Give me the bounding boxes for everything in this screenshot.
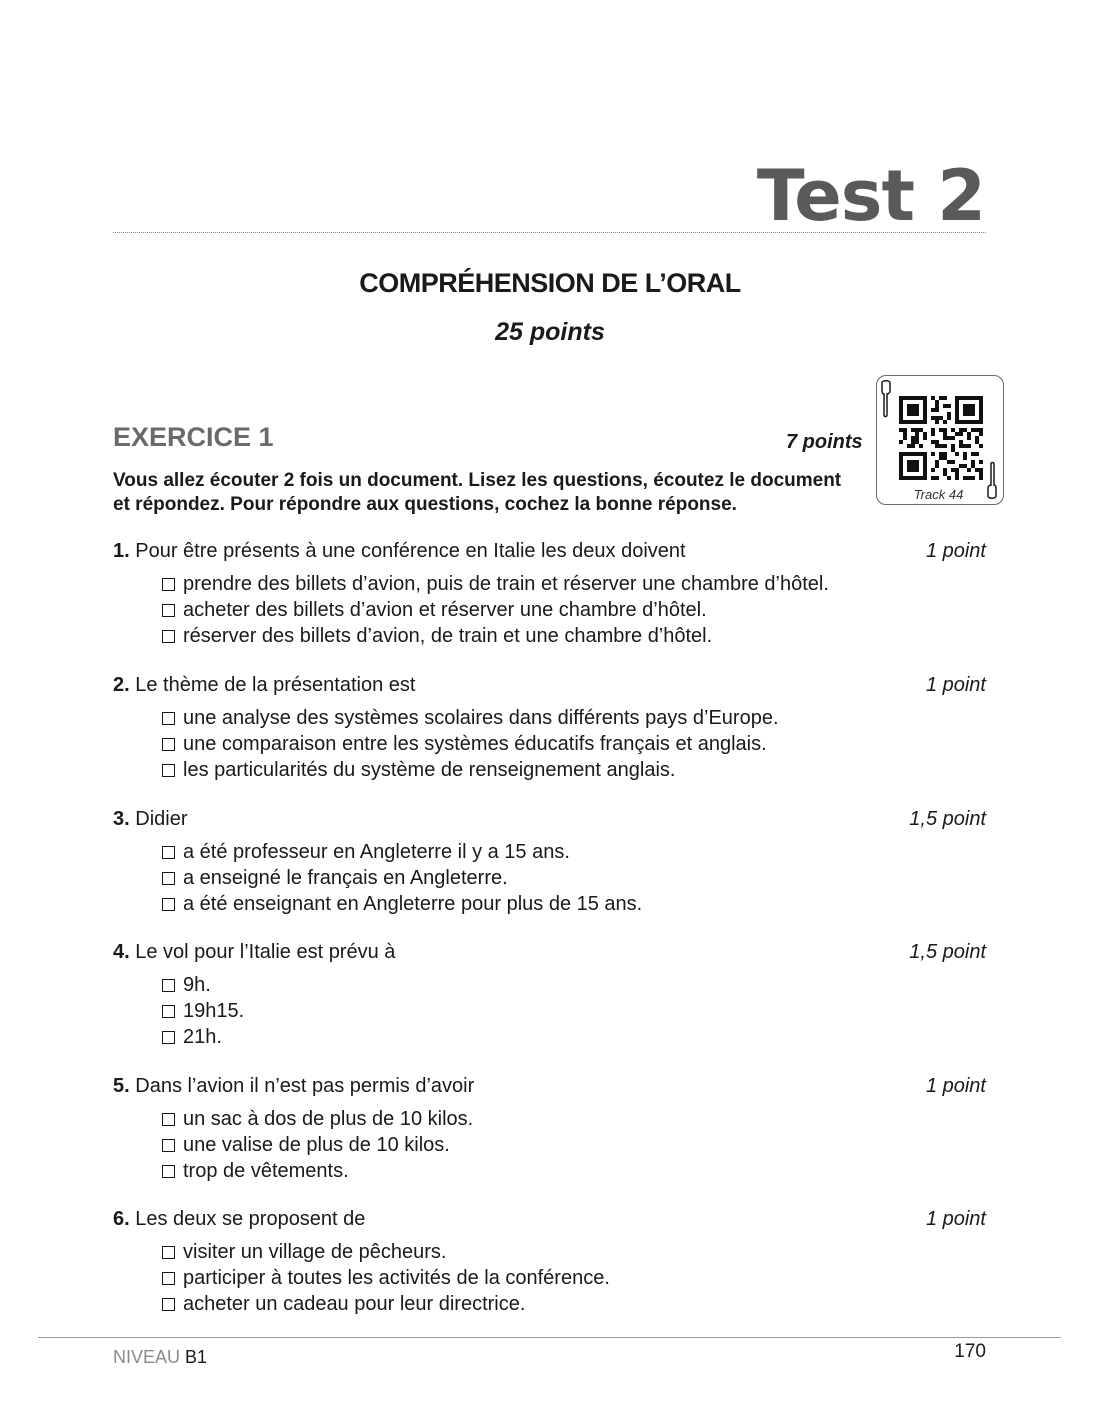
question-points: 1 point: [925, 1208, 986, 1230]
answer-option[interactable]: [162, 972, 986, 998]
checkbox[interactable]: [162, 979, 175, 992]
question-number: 5.: [113, 1075, 130, 1097]
instructions-line: et répondez. Pour répondre aux questions, cochez la bonne réponse.: [113, 494, 737, 515]
option-text: une analyse des systèmes scolaires dans différents pays d’Europe.: [183, 707, 779, 729]
question-number: 6.: [113, 1208, 130, 1230]
answer-option[interactable]: [162, 1265, 986, 1291]
question-number: 3.: [113, 808, 130, 830]
question-number: 4.: [113, 941, 130, 963]
section-title: COMPRÉHENSION DE L’ORAL: [359, 268, 741, 298]
answer-option[interactable]: [162, 1024, 986, 1050]
question-points: 1 point: [925, 1075, 986, 1097]
exercise-points: 7 points: [786, 431, 863, 453]
option-text: 9h.: [183, 974, 211, 996]
footer-divider: [38, 1337, 1061, 1338]
question-6: [113, 1206, 986, 1317]
checkbox[interactable]: [162, 898, 175, 911]
option-text: une valise de plus de 10 kilos.: [183, 1134, 450, 1156]
audio-track-box[interactable]: [876, 375, 1004, 505]
section-points: 25 points: [495, 318, 605, 346]
option-text: trop de vêtements.: [183, 1160, 349, 1182]
option-text: prendre des billets d’avion, puis de train et réserver une chambre d’hôtel.: [183, 573, 829, 595]
answer-option[interactable]: [162, 705, 986, 731]
checkbox[interactable]: [162, 738, 175, 751]
question-text: Le vol pour l’Italie est prévu à: [135, 941, 396, 963]
option-text: acheter des billets d’avion et réserver une chambre d’hôtel.: [183, 599, 707, 621]
option-text: a été professeur en Angleterre il y a 15 ans.: [183, 841, 570, 863]
checkbox[interactable]: [162, 1031, 175, 1044]
checkbox[interactable]: [162, 846, 175, 859]
option-text: a été enseignant en Angleterre pour plus de 15 ans.: [183, 893, 643, 915]
option-text: une comparaison entre les systèmes éducatifs français et anglais.: [183, 733, 767, 755]
checkbox[interactable]: [162, 1246, 175, 1259]
checkbox[interactable]: [162, 1005, 175, 1018]
question-points: 1,5 point: [909, 941, 986, 963]
option-text: visiter un village de pêcheurs.: [183, 1241, 447, 1263]
option-text: 19h15.: [183, 1000, 245, 1022]
checkbox[interactable]: [162, 1298, 175, 1311]
question-text: Didier: [135, 808, 188, 830]
answer-option[interactable]: [162, 1158, 986, 1184]
question-number: 2.: [113, 674, 130, 696]
answer-option[interactable]: [162, 757, 986, 783]
answer-option[interactable]: [162, 891, 986, 917]
checkbox[interactable]: [162, 1165, 175, 1178]
answer-option[interactable]: [162, 1291, 986, 1317]
test-title: Test 2: [756, 155, 985, 237]
answer-option[interactable]: [162, 865, 986, 891]
option-text: 21h.: [183, 1026, 222, 1048]
question-number: 1.: [113, 540, 130, 562]
checkbox[interactable]: [162, 604, 175, 617]
answer-option[interactable]: [162, 597, 986, 623]
footer-level: [113, 1347, 207, 1368]
answer-option[interactable]: [162, 998, 986, 1024]
answer-option[interactable]: [162, 731, 986, 757]
question-text: Pour être présents à une conférence en Italie les deux doivent: [135, 540, 686, 562]
checkbox[interactable]: [162, 1139, 175, 1152]
instructions-line: Vous allez écouter 2 fois un document. Lisez les questions, écoutez le document: [113, 470, 842, 491]
option-text: a enseigné le français en Angleterre.: [183, 867, 508, 889]
option-text: participer à toutes les activités de la conférence.: [183, 1267, 610, 1289]
question-4: [113, 939, 986, 1050]
page-number: 170: [954, 1341, 986, 1362]
exercise-title: EXERCICE 1: [113, 422, 274, 452]
level-prefix: NIVEAU: [113, 1347, 181, 1367]
checkbox[interactable]: [162, 1272, 175, 1285]
answer-option[interactable]: [162, 839, 986, 865]
question-1: [113, 538, 986, 649]
question-points: 1,5 point: [909, 808, 986, 830]
option-text: acheter un cadeau pour leur directrice.: [183, 1293, 526, 1315]
question-text: Le thème de la présentation est: [135, 674, 416, 696]
level-value: B1: [185, 1347, 208, 1367]
answer-option[interactable]: [162, 623, 986, 649]
option-text: réserver des billets d’avion, de train et une chambre d’hôtel.: [183, 625, 713, 647]
title-divider: [113, 232, 986, 233]
checkbox[interactable]: [162, 578, 175, 591]
answer-option[interactable]: [162, 1239, 986, 1265]
question-2: [113, 672, 986, 783]
question-5: [113, 1073, 986, 1184]
question-points: 1 point: [925, 674, 986, 696]
question-text: Dans l’avion il n’est pas permis d’avoir: [135, 1075, 475, 1097]
qr-code-icon[interactable]: [899, 396, 983, 480]
checkbox[interactable]: [162, 630, 175, 643]
answer-option[interactable]: [162, 571, 986, 597]
question-text: Les deux se proposent de: [135, 1208, 366, 1230]
answer-option[interactable]: [162, 1132, 986, 1158]
track-label: Track 44: [913, 487, 964, 502]
option-text: les particularités du système de renseignement anglais.: [183, 759, 676, 781]
checkbox[interactable]: [162, 764, 175, 777]
checkbox[interactable]: [162, 1113, 175, 1126]
answer-option[interactable]: [162, 1106, 986, 1132]
earphones-icon: [879, 379, 893, 419]
checkbox[interactable]: [162, 712, 175, 725]
option-text: un sac à dos de plus de 10 kilos.: [183, 1108, 474, 1130]
checkbox[interactable]: [162, 872, 175, 885]
question-points: 1 point: [925, 540, 986, 562]
exercise-instructions: [113, 469, 843, 517]
question-3: [113, 806, 986, 917]
